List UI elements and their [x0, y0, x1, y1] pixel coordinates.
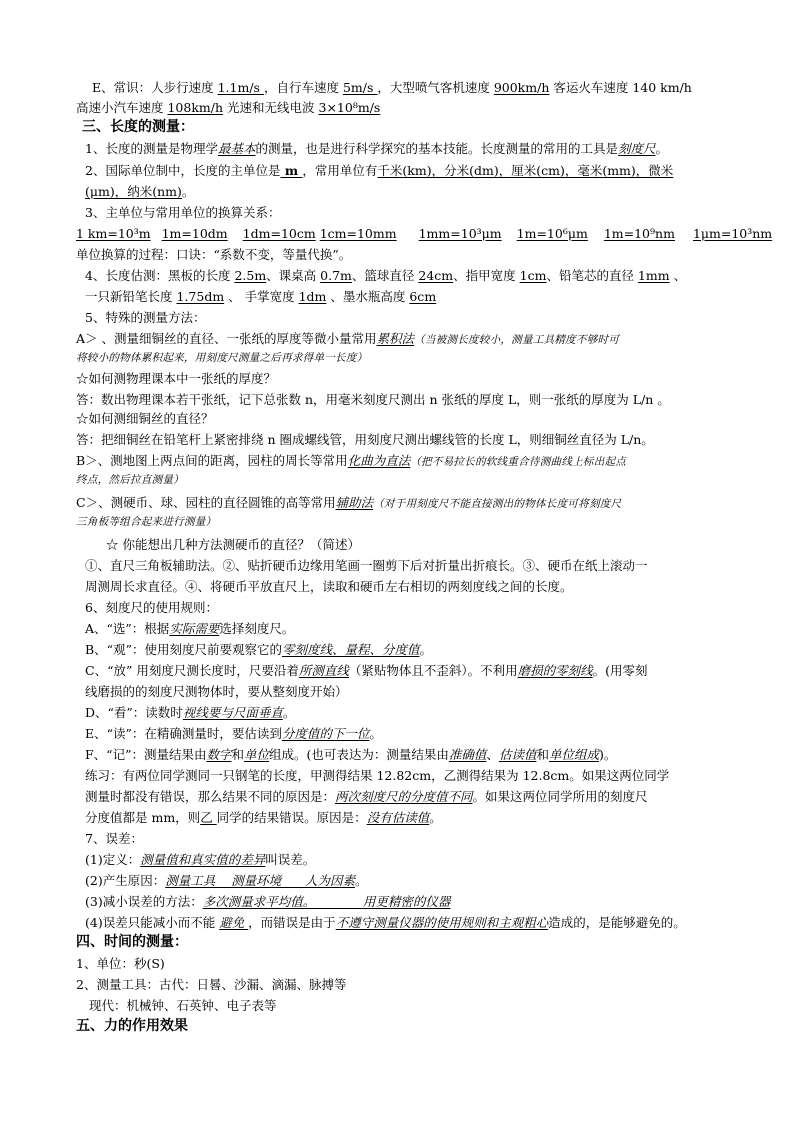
text: D、“看”：读数时 [85, 705, 183, 720]
walking-speed: 1.1m/s [217, 80, 264, 95]
answer: 没有估读值 [366, 810, 430, 825]
answer: 化曲为直法 [347, 453, 411, 468]
conversion: 1cm=10mm [319, 226, 397, 241]
method-b-note: 终点，然后拉直测量） [76, 474, 184, 486]
text: 。 [369, 726, 382, 741]
text: 。 [354, 873, 368, 888]
text: 组成。(也可表达为：测量结果由 [269, 747, 449, 762]
text: 。如果这两位同学所用的刻度尺 [472, 789, 648, 804]
conversion: 1m=10dm [161, 226, 228, 241]
text: 。 [429, 810, 442, 825]
answer: m [280, 163, 303, 178]
ruler-rules-heading: 6、刻度尺的使用规则： [85, 600, 218, 615]
note: （对于用刻度尺不能直接测出的物体长度可将刻度尺 [373, 498, 622, 510]
answer: 1dm [298, 289, 327, 304]
answer: 1.75dm [176, 289, 225, 304]
answer: 1mm [637, 268, 670, 283]
answer: 零刻度线、量程、分度值 [281, 642, 420, 657]
text: (2)产生原因： [85, 873, 166, 888]
light-speed: 3×10⁸m/s [318, 100, 381, 115]
text: 高速小汽车速度 [76, 100, 168, 115]
text: B、“观”：使用刻度尺前要观察它的 [85, 642, 282, 657]
note: （当被测长度较小，测量工具精度不够时可 [414, 334, 620, 346]
method-a-note: 将较小的物体累积起来，用刻度尺测量之后再求得单一长度） [76, 352, 368, 364]
jet-speed: 900km/h [493, 80, 550, 95]
text: 测量时都没有错误，那么结果不同的原因是： [85, 789, 336, 804]
answer: 刻度尺 [618, 141, 656, 156]
answer: 0.7m [320, 268, 352, 283]
conversion: 1m=10⁶μm [516, 226, 588, 241]
answer: 多次测量求平均值。 用更精密的仪器 [202, 894, 451, 909]
text: 造成的，是能够避免的。 [548, 915, 686, 930]
exercise-line-3 [85, 809, 442, 826]
text: 4、长度估测：黑板的长度 [85, 268, 235, 283]
answer: 不遵守测量仪器的使用规则和主观粗心 [335, 915, 549, 930]
question-wire-diameter: ☆如何测细铜丝的直径？ [76, 411, 214, 426]
text: 、墨水瓶高度 [326, 289, 410, 304]
text: F、“记”：测量结果由 [85, 747, 207, 762]
text: 和 [536, 747, 549, 762]
text: 、课桌高 [266, 268, 321, 283]
conversion-line [76, 225, 772, 242]
estimation-line [85, 267, 686, 284]
error-causes [85, 872, 367, 889]
length-measurement-line [85, 140, 668, 157]
question-coin-diameter: ☆ 你能想出几种方法测硬币的直径？（简述） [106, 537, 360, 552]
answer: 两次刻度尺的分度值不同 [335, 789, 473, 804]
text: 、 [669, 268, 687, 283]
text: 一只新铅笔长度 [85, 289, 177, 304]
rule-look [85, 704, 295, 721]
error-definition [85, 851, 315, 868]
text: (4)误差只能减小而不能 [85, 915, 220, 930]
text: (3)减小误差的方法： [85, 894, 203, 909]
text: ，自行车速度 [263, 80, 343, 95]
answer: 视线要与尺面垂直 [182, 705, 283, 720]
answer-wire-diameter: 答：把细铜丝在铅笔杆上紧密排绕 n 圈成螺线管，用刻度尺测出螺线管的长度 L，则细铜丝直径为 L/n。 [76, 432, 654, 447]
answer: 单位 [244, 747, 270, 762]
text: 、指甲宽度 [453, 268, 520, 283]
text: 分度值都是 mm，则 [85, 810, 201, 825]
answer: 最基本 [217, 141, 256, 156]
rule-observe [85, 641, 432, 658]
method-a-line [76, 330, 619, 349]
conversion: 1mm=10³μm [418, 226, 502, 241]
answer: 单位组成 [548, 747, 599, 762]
answer: 估读值 [498, 747, 537, 762]
text: B＞、测地图上两点间的距离，园柱的周长等常用 [76, 453, 348, 468]
conversion-rule: 单位换算的过程：口诀：“系数不变，等量代换”。 [76, 247, 352, 262]
answer: 辅助法 [335, 495, 374, 510]
coin-methods-line: ①、直尺三角板辅助法。②、贴折硬币边缘用笔画一圈剪下后对折量出折痕长。③、硬币在纸上滚动一 [85, 558, 648, 573]
si-unit-line [85, 162, 673, 179]
text: E、常识：人步行速度 [92, 80, 218, 95]
text: 叫误差。 [265, 852, 316, 867]
time-tools-ancient: 2、测量工具：古代：日晷、沙漏、滴漏、脉搏等 [76, 977, 347, 992]
text: 。 [655, 141, 669, 156]
question-paper-thickness: ☆如何测物理课本中一张纸的厚度？ [76, 371, 277, 386]
special-methods-heading: 5、特殊的测量方法： [85, 310, 206, 325]
answer: 分度值的下一位 [281, 726, 370, 741]
text: C＞、测硬币、球、园柱的直径圆锥的高等常用 [76, 495, 336, 510]
text: 。 [181, 184, 195, 199]
text: (1)定义： [85, 852, 141, 867]
text: （紧贴物体且不歪斜）。不利用 [348, 663, 518, 678]
text: A＞ 、测量细铜丝的直径、一张纸的厚度等微小量常用 [76, 331, 377, 346]
time-tools-modern: 现代：机械钟、石英钟、电子表等 [89, 998, 277, 1013]
method-c-line [76, 494, 621, 513]
text: 和 [231, 747, 244, 762]
text: E、“读”：在精确测量时，要估读到 [85, 726, 282, 741]
answer: 实际需要 [169, 621, 220, 636]
answer: 准确值 [448, 747, 487, 762]
rule-select [85, 620, 294, 637]
answer: 所测直线 [298, 663, 349, 678]
text: 、铅笔芯的直径 [546, 268, 638, 283]
rule-place-cont: 线磨损的的刻度尺测物体时，要从整刻度开始） [85, 684, 348, 699]
car-light-speed-line [76, 99, 380, 116]
error-vs-mistake [85, 914, 686, 931]
conversion-heading: 3、主单位与常用单位的换算关系： [85, 205, 281, 220]
text: 。 [419, 642, 432, 657]
answer: 磨损的零刻线 [517, 663, 593, 678]
text: 、篮球直径 [351, 268, 419, 283]
text: ，大型喷气客机速度 [377, 80, 494, 95]
method-c-note: 三角板等组合起来进行测量） [76, 516, 217, 528]
conversion: 1m=10⁹nm [603, 226, 675, 241]
common-sense-speeds-line [92, 79, 692, 96]
text: 客运火车速度 140 km/h [549, 80, 692, 95]
section-heading-force: 五、力的作用效果 [76, 1018, 188, 1034]
rule-record [85, 746, 616, 763]
bicycle-speed: 5m/s [342, 80, 378, 95]
method-b-line [76, 452, 626, 471]
conversion: 1 km=10³m [76, 226, 151, 241]
estimation-line-cont [85, 288, 436, 305]
conversion: 1dm=10cm [242, 226, 316, 241]
error-heading: 7、误差： [85, 831, 143, 846]
answer: 千米(km)，分米(dm)，厘米(cm)，毫米(mm)，微米 [377, 163, 674, 178]
text: ，常用单位有 [302, 163, 378, 178]
answer: 测量工具 测量环境 人为因素 [165, 873, 355, 888]
coin-methods-line-cont: 周测周长求直径。④、将硬币平放直尺上，读取和硬币左右相切的两刻度线之间的长度。 [85, 579, 573, 594]
text: 选择刻度尺。 [219, 621, 295, 636]
answer: 乙 [200, 810, 217, 825]
answer: 1cm [519, 268, 547, 283]
section-heading-length: 三、长度的测量： [82, 119, 194, 135]
exercise-line: 练习：有两位同学测同一只钢笔的长度，甲测得结果 12.82cm，乙测得结果为 12.8cm。如果这两位同学 [85, 768, 670, 783]
text: 的测量，也是进行科学探究的基本技能。长度测量的常用的工具是 [255, 141, 618, 156]
time-unit: 1、单位：秒(S) [76, 956, 165, 971]
text: 、 手掌宽度 [224, 289, 299, 304]
text: 同学的结果错误。原因是： [216, 810, 367, 825]
rule-read [85, 725, 382, 742]
answer: 数字 [206, 747, 232, 762]
si-unit-line-cont [85, 183, 194, 200]
answer: 24cm [418, 268, 454, 283]
answer-paper-thickness: 答：数出物理课本若干张纸，记下总张数 n，用毫米刻度尺测出 n 张纸的厚度 L，则一张纸的厚度为 L/n 。 [76, 392, 670, 407]
text: ，而错误是由于 [248, 915, 336, 930]
text: 2、国际单位制中，长度的主单位是 [85, 163, 281, 178]
text: 。 [282, 705, 296, 720]
text: A、“选”：根据 [85, 621, 170, 636]
answer: 测量值和真实值的差异 [140, 852, 266, 867]
text: )。 [598, 747, 617, 762]
text: 光速和无线电波 [223, 100, 319, 115]
rule-place [85, 662, 648, 679]
answer: (μm)，纳米(nm) [85, 184, 182, 199]
note: （把不易拉长的软线重合待测曲线上标出起点 [410, 456, 627, 468]
car-speed: 108km/h [167, 100, 224, 115]
answer: 累积法 [376, 331, 415, 346]
answer: 6cm [409, 289, 437, 304]
text: 1、长度的测量是物理学 [85, 141, 218, 156]
text: C、“放” 用刻度尺测长度时，尺要沿着 [85, 663, 299, 678]
conversion: 1μm=10³nm [692, 226, 773, 241]
error-reduction [85, 893, 450, 910]
section-heading-time: 四、时间的测量： [76, 934, 188, 950]
exercise-line-2 [85, 788, 648, 805]
text: 。(用零刻 [592, 663, 648, 678]
answer: 避免 [219, 915, 249, 930]
text: 、 [486, 747, 499, 762]
answer: 2.5m [234, 268, 267, 283]
